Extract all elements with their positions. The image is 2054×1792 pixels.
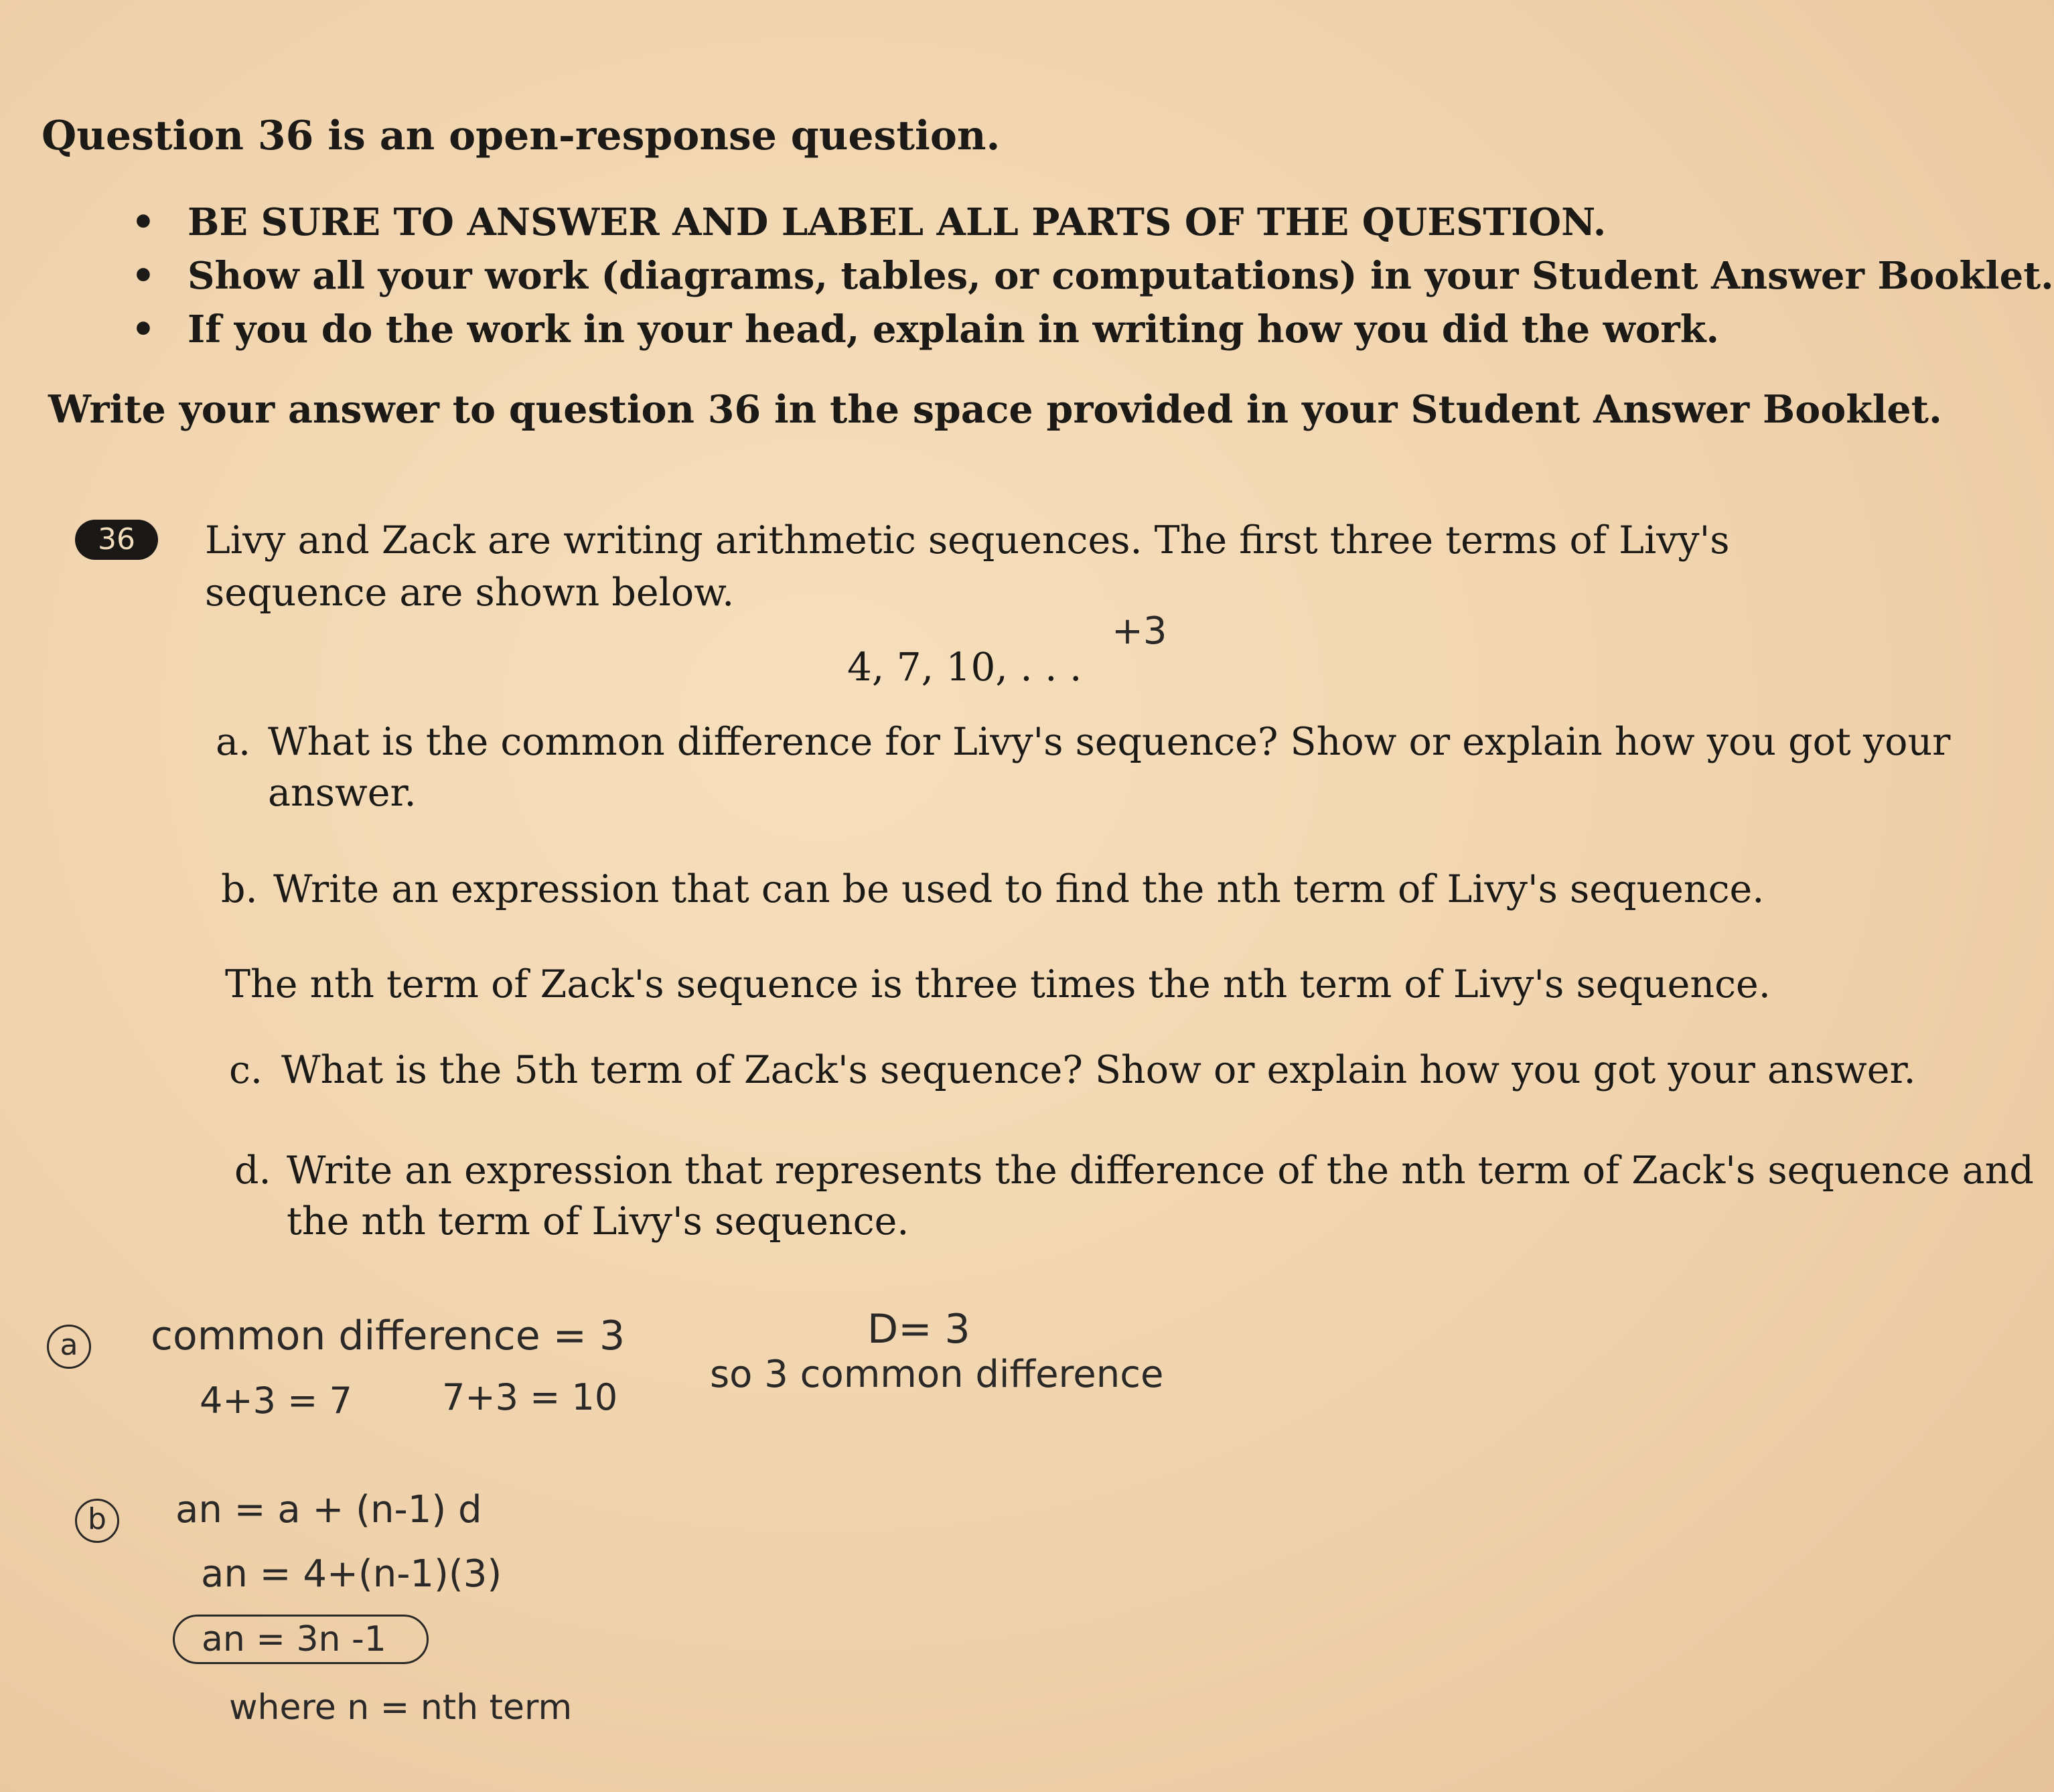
- part-d: [234, 1145, 2034, 1247]
- question-stem: Livy and Zack are writing arithmetic sequences. The first three terms of Livy's sequence are shown below.: [205, 518, 1730, 615]
- answer-a-d: D= 3: [867, 1306, 970, 1353]
- answer-a-line2b: 7+3 = 10: [442, 1376, 618, 1418]
- part-letter: a.: [216, 720, 251, 764]
- part-letter: c.: [229, 1048, 263, 1092]
- answer-b-boxed: an = 3n -1: [173, 1619, 429, 1659]
- part-letter: b.: [221, 867, 258, 911]
- part-letter: d.: [234, 1148, 271, 1193]
- answer-a-line2a: 4+3 = 7: [200, 1379, 352, 1422]
- instruction-item: • If you do the work in your head, explain in writing how you did the work.: [188, 303, 2054, 356]
- intro-heading: Question 36 is an open-response question.: [42, 113, 1001, 159]
- instruction-list: [131, 196, 2054, 356]
- answer-a-line2c: so 3 common difference: [710, 1353, 1164, 1396]
- zack-statement: The nth term of Zack's sequence is three times the nth term of Livy's sequence.: [225, 962, 1771, 1006]
- sequence-terms: 4, 7, 10, . . .: [847, 644, 1082, 690]
- part-a-text-cont: answer.: [268, 771, 417, 815]
- part-b: [221, 864, 1765, 915]
- answer-b-label: b: [75, 1499, 119, 1543]
- answer-b-line4: where n = nth term: [229, 1688, 573, 1728]
- part-b-text: Write an expression that can be used to find the nth term of Livy's sequence.: [273, 867, 1765, 911]
- instruction-item: • Show all your work (diagrams, tables, or computations) in your Student Answer Booklet.: [188, 249, 2054, 303]
- answer-a-line1: common difference = 3: [151, 1313, 626, 1359]
- handwritten-annotation: +3: [1112, 609, 1167, 653]
- part-a: [216, 717, 1951, 818]
- question-number-badge: 36: [75, 520, 158, 560]
- part-c: [229, 1045, 1916, 1096]
- part-d-text-cont: the nth term of Livy's sequence.: [287, 1199, 909, 1244]
- instruction-item: • BE SURE TO ANSWER AND LABEL ALL PARTS OF THE QUESTION.: [188, 196, 2054, 249]
- bullet-icon: •: [131, 254, 155, 298]
- part-c-text: What is the 5th term of Zack's sequence? Show or explain how you got your answer.: [281, 1048, 1916, 1092]
- part-d-text: Write an expression that represents the difference of the nth term of Zack's sequence and: [287, 1148, 2034, 1193]
- part-a-text: What is the common difference for Livy's sequence? Show or explain how you got your: [268, 720, 1951, 764]
- write-instruction: Write your answer to question 36 in the space provided in your Student Answer Booklet.: [48, 387, 1942, 432]
- answer-b-line1: an = a + (n-1) d: [175, 1488, 482, 1532]
- bullet-icon: •: [131, 307, 155, 352]
- answer-b-line2: an = 4+(n-1)(3): [201, 1552, 502, 1596]
- answer-a-label: a: [47, 1325, 91, 1369]
- bullet-icon: •: [131, 200, 155, 244]
